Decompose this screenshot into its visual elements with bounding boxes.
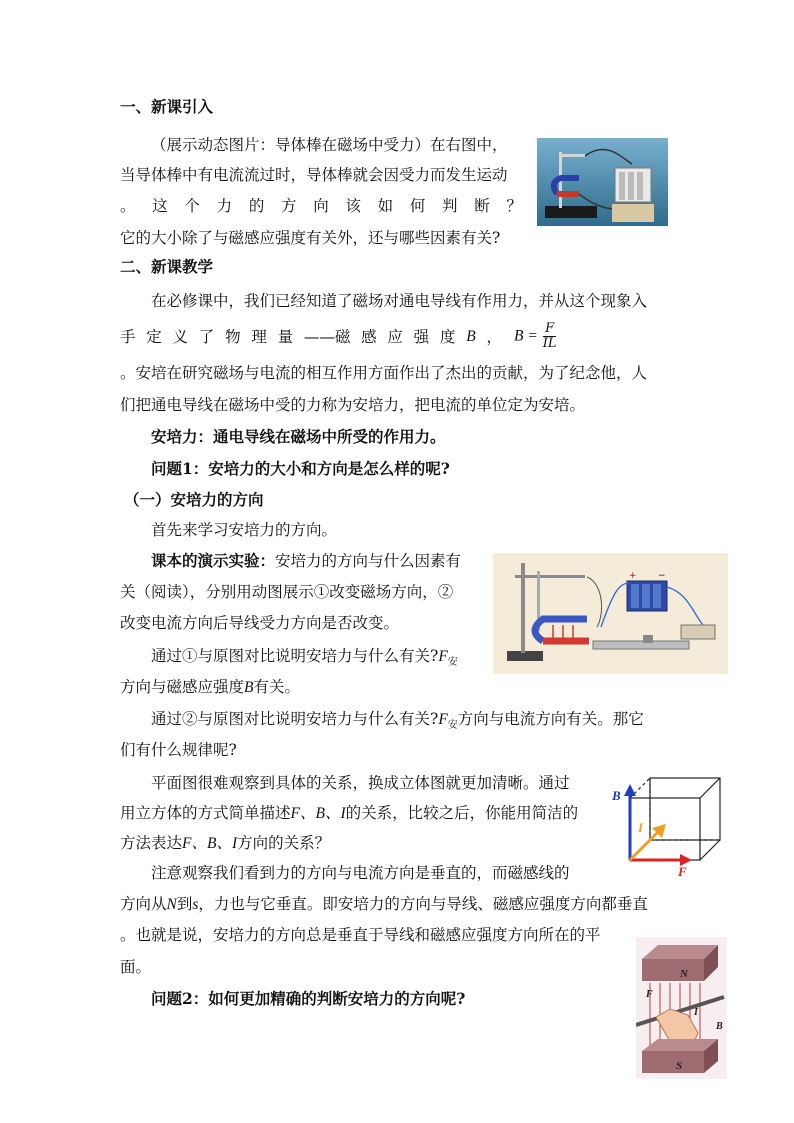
- observe-2-mid: 到: [176, 895, 193, 913]
- formula-lhs: B =: [514, 327, 538, 345]
- ampere-force-definition: 安培力：通电导线在磁场中所受的作用力。: [151, 427, 446, 446]
- teach-para1-line2-char: ——磁: [303, 327, 351, 346]
- subscript-an: 安: [447, 657, 458, 669]
- teach-para1-line2-char: 应: [387, 327, 403, 346]
- teach-para1-line2: [120, 322, 572, 351]
- demo-line-1: [151, 550, 461, 572]
- cube-text-1: 平面图很难观察到具体的关系，换成立体图就更加清晰。通过: [151, 774, 570, 792]
- intro-line-3-char: 断: [474, 197, 490, 215]
- cube-text-3: [120, 832, 330, 855]
- teach-para1-line1: 在必修课中，我们已经知道了磁场对通电导线有作用力，并从这个现象入: [151, 292, 648, 310]
- demo-title: 课本的演示实验：: [151, 551, 276, 570]
- compare-1-text: 通过①与原图对比说明安培力与什么有关?: [151, 647, 439, 665]
- compare-1-conclusion: [120, 676, 300, 699]
- cube-text-2-vars: F、B、I: [290, 805, 346, 822]
- section-heading-intro: 一、新课引入: [120, 97, 214, 116]
- cube-text-3-vars: F、B、I: [182, 835, 238, 852]
- subscript-an: 安: [447, 720, 458, 732]
- formula-numerator: F: [545, 321, 555, 336]
- observe-2-post: ，力也与它垂直。即安培力的方向与导线、磁感应强度方向都垂直: [198, 895, 648, 913]
- subsection-direction: （一）安培力的方向: [124, 490, 264, 509]
- observe-line-1: 注意观察我们看到力的方向与电流方向是垂直的，而磁感线的: [151, 864, 570, 882]
- intro-line-4: 它的大小除了与磁感应强度有关外，还与哪些因素有关?: [120, 229, 501, 247]
- hand-label-I: I: [694, 1007, 698, 1018]
- hand-label-N: N: [680, 968, 688, 980]
- intro-line-2: 当导体棒中有电流流过时，导体棒就会因受力而发生运动: [120, 166, 508, 184]
- observe-2-pre: 方向从: [120, 895, 167, 913]
- intro-line-3-char: 方: [281, 197, 297, 215]
- var-B: B: [466, 327, 476, 345]
- var-N: N: [166, 896, 177, 913]
- teach-para1-line4: 们把通电导线在磁场中受的力称为安培力，把电流的单位定为安培。: [120, 396, 586, 414]
- battery-minus: −: [658, 571, 666, 581]
- var-B: B: [244, 679, 254, 696]
- intro-line-3-char: 何: [409, 197, 426, 215]
- observe-line-4: 面。: [120, 958, 152, 976]
- teach-para1-line2-char: 量: [277, 327, 294, 346]
- intro-line-3-char: ？: [506, 197, 522, 215]
- compare-2-line: [151, 708, 644, 737]
- cube-label-I: I: [638, 820, 644, 835]
- cube-label-F: F: [678, 864, 687, 878]
- demo-line-2: 关（阅读），分别用动图展示①改变磁场方向，②: [120, 583, 454, 601]
- teach-para1-line2-char: 了: [198, 327, 215, 346]
- intro-line-1: （展示动态图片：导体棒在磁场中受力）在右图中，: [151, 136, 508, 154]
- demo-apparatus-figure: [493, 553, 728, 674]
- conductor-rod-figure: [537, 138, 668, 226]
- teach-para1-line2-char: 强: [413, 327, 430, 346]
- cube-label-B: B: [612, 788, 621, 803]
- compare-2-line-b: 们有什么规律呢?: [120, 741, 237, 759]
- compare-1-conclusion-post: 有关。: [253, 678, 300, 696]
- teach-para1-line3: 。安培在研究磁场与电流的相互作用方面作出了杰出的贡献，为了纪念他，人: [120, 364, 648, 382]
- teach-para1-line2-char: 物: [225, 327, 241, 346]
- intro-line-3-char: 的: [248, 197, 265, 215]
- formula: [514, 322, 557, 351]
- intro-line-3-char: 。: [120, 197, 136, 215]
- intro-line-3-char: 个: [184, 197, 200, 215]
- observe-line-2: [120, 893, 648, 916]
- teach-para1-line2-char: 定: [146, 327, 162, 346]
- var-F: F: [438, 711, 448, 728]
- demo-text: 安培力的方向与什么因素有: [275, 552, 462, 570]
- cube-text-3-pre: 方法表达: [120, 834, 183, 852]
- intro-line-3-char: 这: [152, 197, 168, 215]
- section-heading-teaching: 二、新课教学: [120, 257, 214, 276]
- teach-para1-line2-char: 理: [251, 327, 267, 346]
- intro-line-3-char: 该: [345, 197, 361, 215]
- teach-para1-line2-char: 手: [120, 327, 136, 346]
- compare-1-conclusion-pre: 方向与磁感应强度: [120, 678, 245, 696]
- intro-line-3-char: 如: [377, 197, 394, 215]
- var-F: F: [438, 648, 448, 665]
- teach-para1-line2-char: 义: [172, 327, 189, 346]
- cube-text-2: [120, 802, 578, 825]
- question-2: 问题2：如何更加精确的判断安培力的方向呢?: [151, 989, 466, 1008]
- intro-line-3-char: 向: [313, 197, 329, 215]
- compare-2-post: 方向与电流方向有关。那它: [457, 710, 644, 728]
- intro-line-3: [120, 195, 522, 217]
- intro-line-3-char: 判: [442, 197, 458, 215]
- hand-label-S: S: [676, 1060, 683, 1072]
- cube-text-2-pre: 用立方体的方式简单描述: [120, 804, 291, 822]
- var-s: s: [192, 896, 199, 913]
- compare-1-line: [151, 645, 458, 674]
- compare-2-pre: 通过②与原图对比说明安培力与什么有关?: [151, 710, 439, 728]
- cube-text-2-post: 的关系，比较之后，你能用简洁的: [345, 804, 579, 822]
- left-hand-rule-figure: [636, 937, 727, 1079]
- cube-text-3-post: 方向的关系？: [237, 834, 331, 852]
- formula-denominator: IL: [542, 336, 557, 351]
- demo-line-3: 改变电流方向后导线受力方向是否改变。: [120, 614, 400, 632]
- first-learn-line: 首先来学习安培力的方向。: [151, 521, 338, 539]
- hand-label-F: F: [646, 989, 653, 1000]
- intro-line-3-char: 力: [216, 197, 233, 215]
- question-1: 问题1：安培力的大小和方向是怎么样的呢?: [151, 459, 450, 478]
- cube-figure: [610, 770, 725, 878]
- observe-line-3: 。也就是说，安培力的方向总是垂直于导线和磁感应强度方向所在的平: [120, 926, 601, 944]
- hand-label-B: B: [716, 1021, 723, 1032]
- teach-para1-line2-char: 感: [361, 327, 377, 346]
- teach-para1-line2-char: 度: [439, 327, 456, 346]
- battery-plus: +: [629, 571, 637, 581]
- comma: ，: [486, 327, 502, 346]
